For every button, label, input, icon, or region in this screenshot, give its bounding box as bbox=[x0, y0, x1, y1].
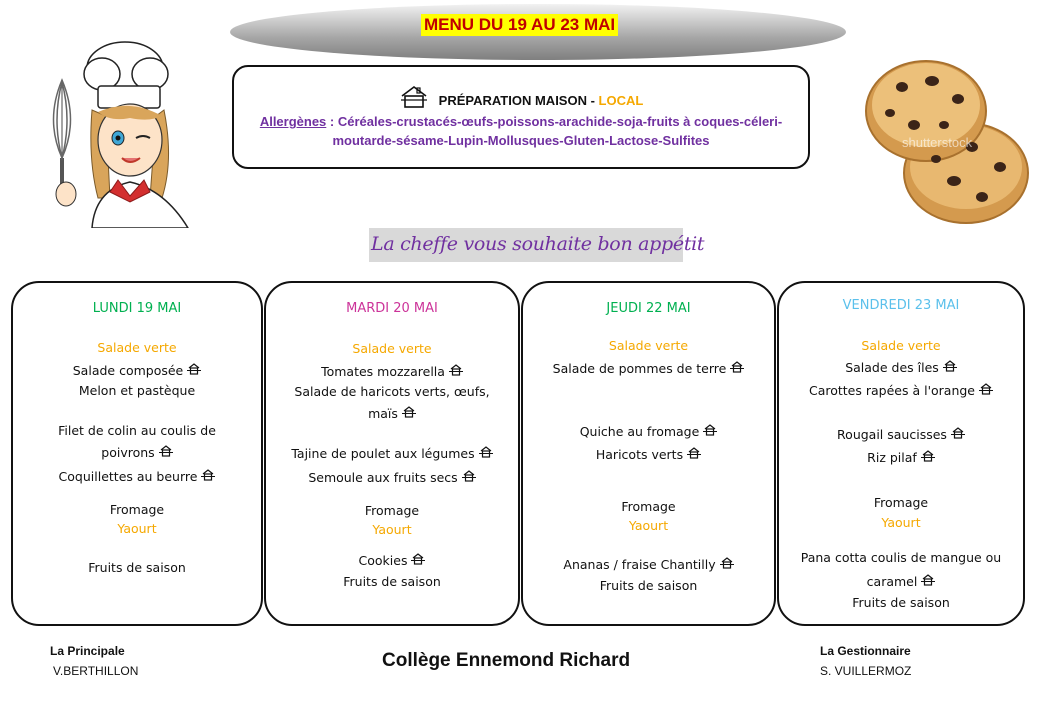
menu-item bbox=[523, 498, 774, 516]
house-icon bbox=[399, 85, 429, 109]
watermark: shutterstock bbox=[902, 135, 973, 150]
allergens-separator: : bbox=[326, 114, 338, 129]
wish-banner bbox=[369, 228, 705, 262]
house-icon bbox=[402, 405, 416, 419]
menu-item bbox=[13, 362, 261, 380]
local-label: LOCAL bbox=[598, 93, 644, 108]
principal-role: La Principale bbox=[50, 644, 125, 658]
menu-item-text: Semoule aux fruits secs bbox=[308, 470, 458, 485]
menu-item-text: Salade verte bbox=[352, 341, 432, 356]
menu-item bbox=[779, 594, 1023, 612]
menu-item-text: Yaourt bbox=[372, 522, 412, 537]
menu-item bbox=[779, 337, 1023, 355]
day-title: VENDREDI 23 MAI bbox=[842, 298, 960, 313]
menu-item bbox=[779, 382, 1023, 400]
house-icon bbox=[479, 445, 493, 459]
menu-item bbox=[266, 469, 518, 487]
house-icon bbox=[449, 363, 463, 377]
menu-item-text: Fruits de saison bbox=[599, 578, 698, 593]
menu-item bbox=[523, 360, 774, 378]
menu-item bbox=[779, 359, 1023, 377]
menu-item-text: Carottes rapées à l'orange bbox=[808, 383, 975, 398]
info-box bbox=[232, 65, 810, 169]
menu-item-text: Coquillettes au beurre bbox=[58, 469, 198, 484]
allergens-list-1: Céréales-crustacés-œufs-poissons-arachide-soja-fruits à coques-céleri- bbox=[337, 114, 783, 129]
college-name: Collège Ennemond Richard bbox=[382, 650, 631, 671]
house-icon bbox=[201, 468, 215, 482]
menu-item bbox=[266, 383, 518, 401]
menu-item bbox=[13, 559, 261, 577]
menu-item-text: Fromage bbox=[109, 502, 165, 517]
menu-title: MENU DU 19 AU 23 MAI bbox=[421, 14, 618, 36]
principal-name: V.BERTHILLON bbox=[53, 664, 139, 678]
menu-item bbox=[779, 514, 1023, 532]
menu-item-text: Yaourt bbox=[117, 521, 157, 536]
menu-item-text: Pana cotta coulis de mangue ou bbox=[800, 550, 1002, 565]
menu-item-text: Salade de pommes de terre bbox=[552, 361, 727, 376]
menu-item-text: Melon et pastèque bbox=[78, 383, 196, 398]
menu-item-text: caramel bbox=[866, 574, 918, 589]
menu-item bbox=[13, 468, 261, 486]
menu-item-text: Quiche au fromage bbox=[579, 424, 700, 439]
chef-illustration bbox=[40, 30, 200, 228]
menu-item-text: Fruits de saison bbox=[343, 574, 441, 589]
menu-item bbox=[266, 405, 518, 423]
menu-item-text: Yaourt bbox=[881, 515, 921, 530]
menu-item bbox=[523, 423, 774, 441]
menu-item-text: maïs bbox=[368, 406, 398, 421]
menu-item-text: Salade composée bbox=[72, 363, 184, 378]
menu-item bbox=[13, 501, 261, 519]
menu-item bbox=[266, 521, 518, 539]
menu-item-text: Tajine de poulet aux légumes bbox=[291, 446, 475, 461]
house-icon bbox=[720, 556, 734, 570]
menu-item-text: Salade verte bbox=[608, 338, 689, 353]
house-icon bbox=[703, 423, 717, 437]
menu-item bbox=[523, 446, 774, 464]
menu-item-text: Fruits de saison bbox=[88, 560, 186, 575]
cookies-illustration bbox=[862, 55, 1034, 227]
menu-item bbox=[523, 337, 774, 355]
menu-item bbox=[13, 339, 261, 357]
day-card-vendredi bbox=[777, 281, 1025, 626]
house-icon bbox=[951, 426, 965, 440]
menu-item bbox=[13, 444, 261, 462]
menu-item-text: Ananas / fraise Chantilly bbox=[563, 557, 716, 572]
house-icon bbox=[687, 446, 701, 460]
menu-item bbox=[523, 517, 774, 535]
menu-item-text: Fruits de saison bbox=[852, 595, 950, 610]
manager-role: La Gestionnaire bbox=[820, 644, 911, 658]
menu-item bbox=[266, 340, 518, 358]
menu-item-text: Haricots verts bbox=[595, 447, 684, 462]
preparation-label: PRÉPARATION MAISON - bbox=[438, 93, 599, 108]
menu-item bbox=[779, 494, 1023, 512]
menu-item bbox=[13, 520, 261, 538]
wish-text: La cheffe vous souhaite bon appétit bbox=[371, 233, 705, 255]
menu-item-text: Filet de colin au coulis de bbox=[58, 423, 216, 438]
house-icon bbox=[462, 469, 476, 483]
day-title: JEUDI 22 MAI bbox=[606, 301, 691, 316]
menu-item-text: Yaourt bbox=[628, 518, 669, 533]
day-card-lundi bbox=[11, 281, 263, 626]
house-icon bbox=[187, 362, 201, 376]
allergens-label: Allergènes bbox=[259, 114, 327, 129]
menu-item bbox=[266, 573, 518, 591]
menu-item bbox=[779, 573, 1023, 591]
menu-item-text: Fromage bbox=[364, 503, 420, 518]
menu-item bbox=[779, 426, 1023, 444]
menu-item bbox=[523, 556, 774, 574]
house-icon bbox=[979, 382, 993, 396]
allergens-text bbox=[234, 112, 808, 150]
menu-item-text: Salade des îles bbox=[845, 360, 939, 375]
menu-item-text: Riz pilaf bbox=[867, 450, 917, 465]
menu-item-text: Fromage bbox=[873, 495, 929, 510]
allergens-list-2: moutarde-sésame-Lupin-Mollusques-Gluten-Lactose-Sulfites bbox=[332, 133, 710, 148]
menu-item bbox=[779, 449, 1023, 467]
house-icon bbox=[921, 573, 935, 587]
menu-item-text: Fromage bbox=[621, 499, 676, 514]
menu-item-text: Rougail saucisses bbox=[837, 427, 947, 442]
house-icon bbox=[921, 449, 935, 463]
manager-name: S. VUILLERMOZ bbox=[820, 664, 912, 678]
menu-item-text: Cookies bbox=[358, 553, 408, 568]
preparation-line bbox=[234, 85, 808, 109]
day-title: LUNDI 19 MAI bbox=[92, 301, 182, 316]
menu-item-text: Tomates mozzarella bbox=[321, 364, 445, 379]
menu-item bbox=[266, 363, 518, 381]
day-card-mardi bbox=[264, 281, 520, 626]
house-icon bbox=[159, 444, 173, 458]
menu-item bbox=[266, 445, 518, 463]
menu-item bbox=[779, 549, 1023, 567]
menu-item-text: Salade de haricots verts, œufs, bbox=[294, 384, 490, 399]
menu-item bbox=[13, 422, 261, 440]
menu-item bbox=[266, 552, 518, 570]
day-title: MARDI 20 MAI bbox=[346, 301, 438, 316]
menu-item bbox=[266, 502, 518, 520]
menu-item bbox=[523, 577, 774, 595]
house-icon bbox=[943, 359, 957, 373]
house-icon bbox=[411, 552, 425, 566]
menu-item-text: Salade verte bbox=[861, 338, 941, 353]
house-icon bbox=[730, 360, 744, 374]
menu-item bbox=[13, 382, 261, 400]
menu-item-text: Salade verte bbox=[97, 340, 177, 355]
menu-item-text: poivrons bbox=[101, 445, 155, 460]
day-card-jeudi bbox=[521, 281, 776, 626]
